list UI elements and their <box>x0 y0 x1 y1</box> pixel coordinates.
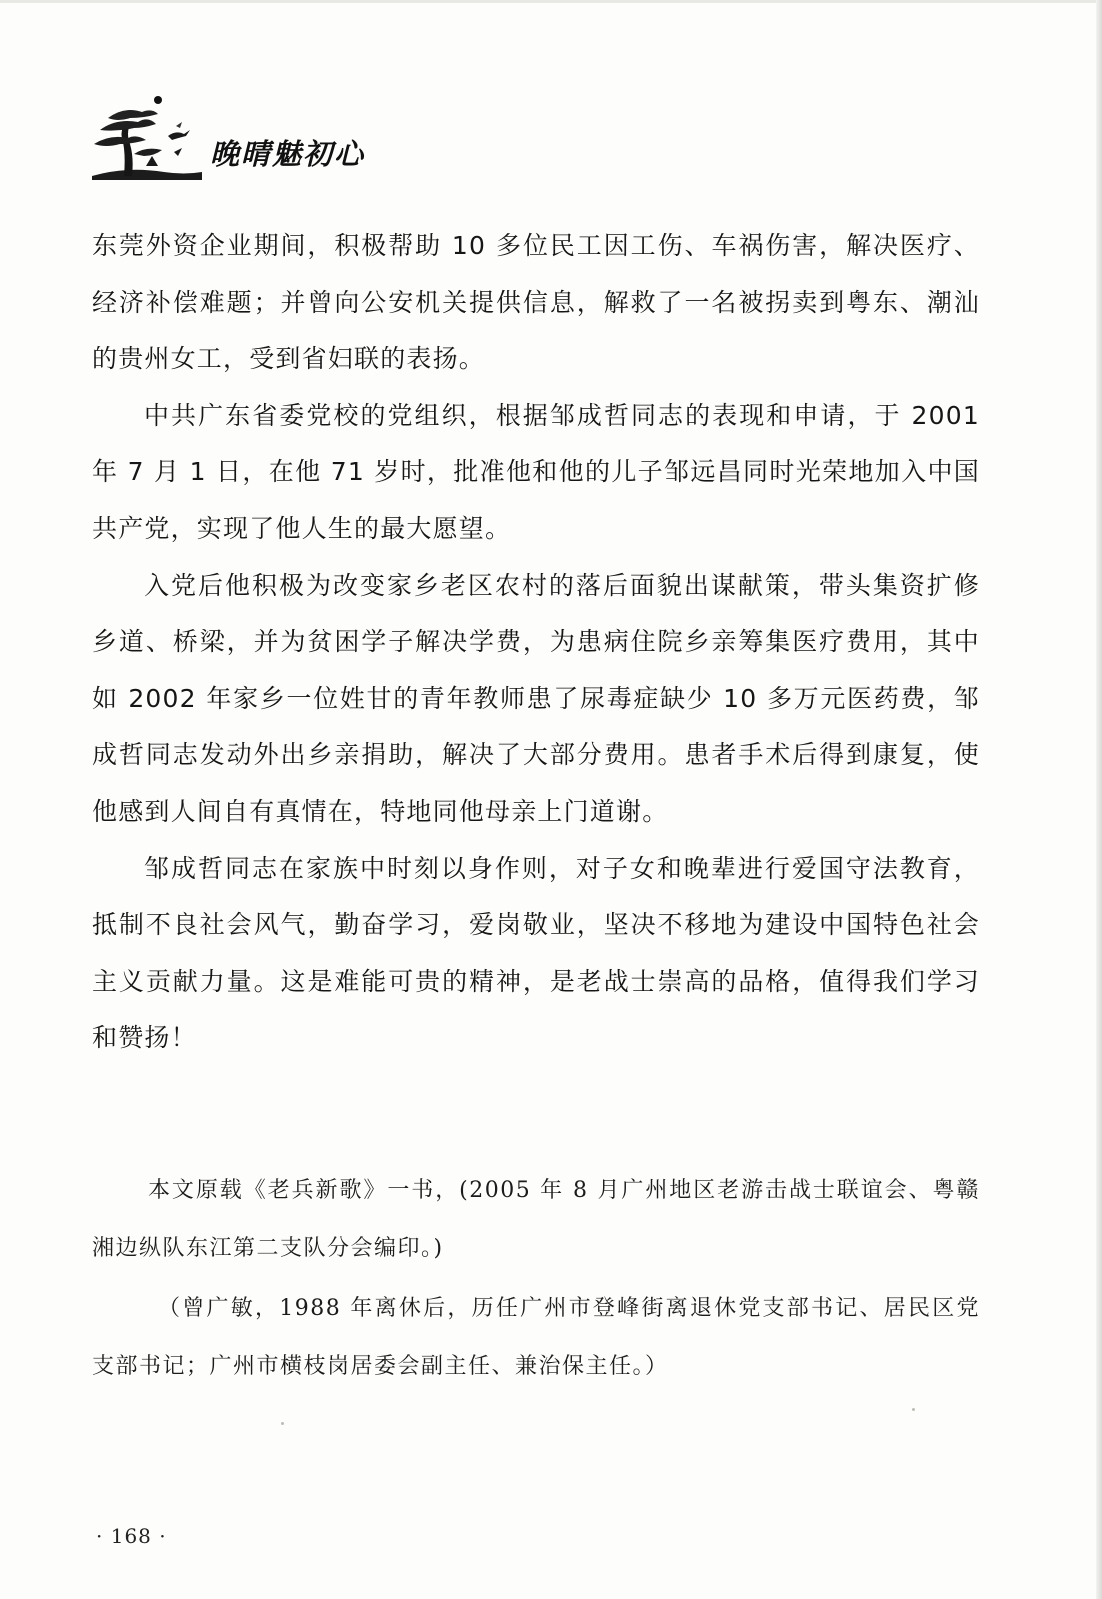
paragraph-continuation: 东莞外资企业期间，积极帮助 10 多位民工因工伤、车祸伤害，解决医疗、经济补偿难题；并曾向公安机关提供信息，解救了一名被拐卖到粤东、潮汕的贵州女工，受到省妇联的表扬。 <box>92 231 980 374</box>
page-top-edge <box>0 0 1102 3</box>
book-title: 晚晴魅初心 <box>210 137 366 171</box>
page-number: · 168 · <box>96 1524 167 1548</box>
scan-speck <box>912 1408 915 1411</box>
paragraph: 入党后他积极为改变家乡老区农村的落后面貌出谋献策，带头集资扩修乡道、桥梁，并为贫困学子解决学费，为患病住院乡亲筹集医疗费用，其中如 2002 年家乡一位姓甘的青年教师患了尿毒症缺少 10 多万元医药费，邹成哲同志发动外出乡亲捐助，解决了大部分费用。患者手术后得到康复，使他感到人间自有真情在，特地同他母亲上门道谢。 <box>92 570 980 826</box>
page-right-edge <box>1096 0 1102 1599</box>
paragraph: 中共广东省委党校的党组织，根据邹成哲同志的表现和申请，于 2001 年 7 月 1 日，在他 71 岁时，批准他和他的儿子邹远昌同时光荣地加入中国共产党，实现了他人生的最大愿望。 <box>92 400 980 543</box>
end-notes <box>92 1162 980 1396</box>
scan-speck <box>281 1422 284 1425</box>
running-header <box>86 92 426 182</box>
paragraph: 邹成哲同志在家族中时刻以身作则，对子女和晚辈进行爱国守法教育，抵制不良社会风气，勤奋学习，爱岗敬业，坚决不移地为建设中国特色社会主义贡献力量。这是难能可贵的精神，是老战士崇高的品格，值得我们学习和赞扬！ <box>92 853 980 1053</box>
pine-tree-crane-icon <box>86 92 206 182</box>
source-note: 本文原载《老兵新歌》一书，(2005 年 8 月广州地区老游击战士联谊会、粤赣湘边纵队东江第二支队分会编印。) <box>92 1178 980 1261</box>
author-note: （曾广敏，1988 年离休后，历任广州市登峰街离退休党支部书记、居民区党支部书记；广州市横枝岗居委会副主任、兼治保主任。） <box>92 1296 980 1379</box>
body-text <box>92 218 980 1067</box>
